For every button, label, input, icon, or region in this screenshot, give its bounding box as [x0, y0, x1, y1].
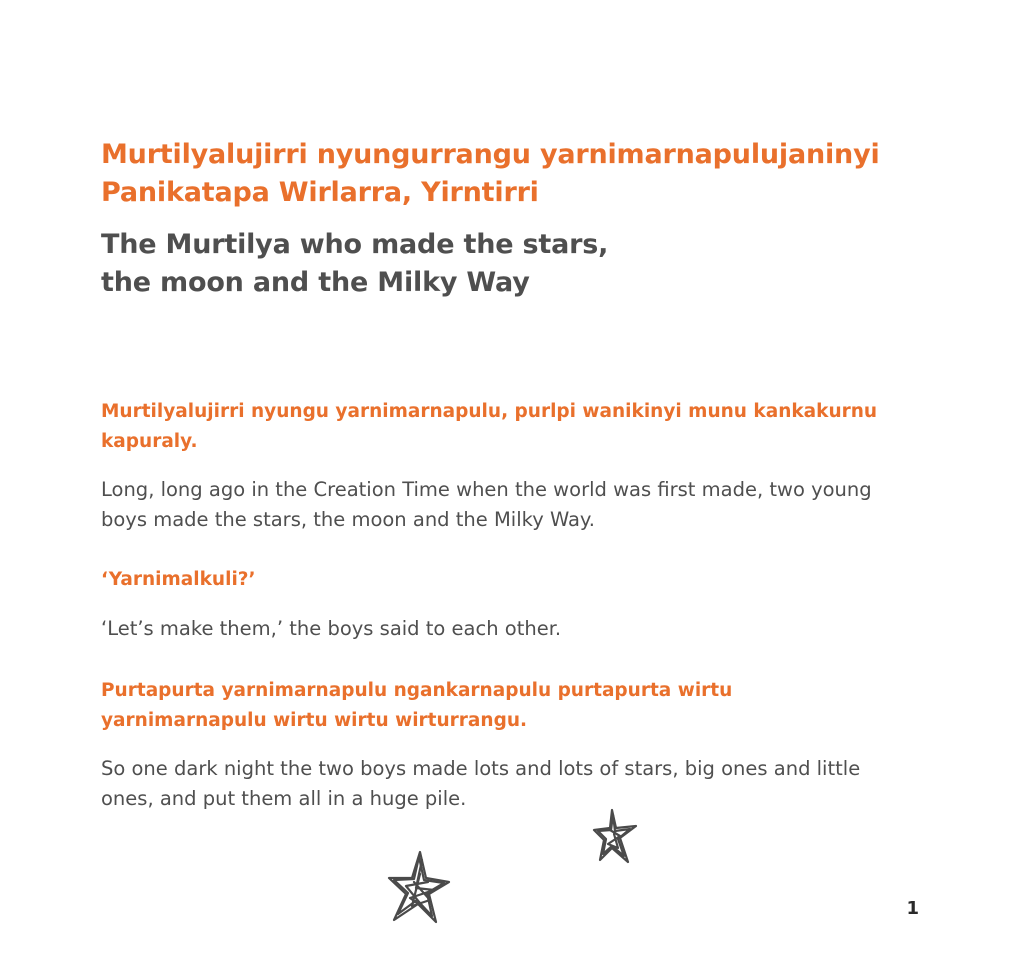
title-english-line2: the moon and the Milky Way — [101, 267, 530, 298]
title-language-line2: Panikatapa Wirlarra, Yirntirri — [101, 177, 539, 208]
title-language — [101, 136, 941, 212]
title-block — [101, 136, 941, 302]
paragraph-language-3: Purtapurta yarnimarnapulu ngankarnapulu purtapurta wirtu yarnimarnapulu wirtu wirtu wirturrangu. — [101, 680, 733, 731]
paragraph-language-2: ‘Yarnimalkuli?’ — [101, 569, 256, 590]
title-english — [101, 226, 941, 302]
star-icon — [386, 848, 452, 926]
paragraph-english-1: Long, long ago in the Creation Time when the world was first made, two young boys made the stars, the moon and the Milky Way. — [101, 478, 872, 531]
star-icon — [592, 806, 640, 866]
paragraph-english-3: So one dark night the two boys made lots and lots of stars, big ones and little ones, and put them all in a huge pile. — [101, 757, 861, 810]
paragraph-language-1: Murtilyalujirri nyungu yarnimarnapulu, purlpi wanikinyi munu kankakurnu kapuraly. — [101, 401, 878, 452]
title-language-line1: Murtilyalujirri nyungurrangu yarnimarnapulujaninyi — [101, 139, 880, 170]
paragraph-english-2: ‘Let’s make them,’ the boys said to each other. — [101, 617, 562, 640]
title-english-line1: The Murtilya who made the stars, — [101, 229, 609, 260]
page-number: 1 — [906, 898, 919, 919]
